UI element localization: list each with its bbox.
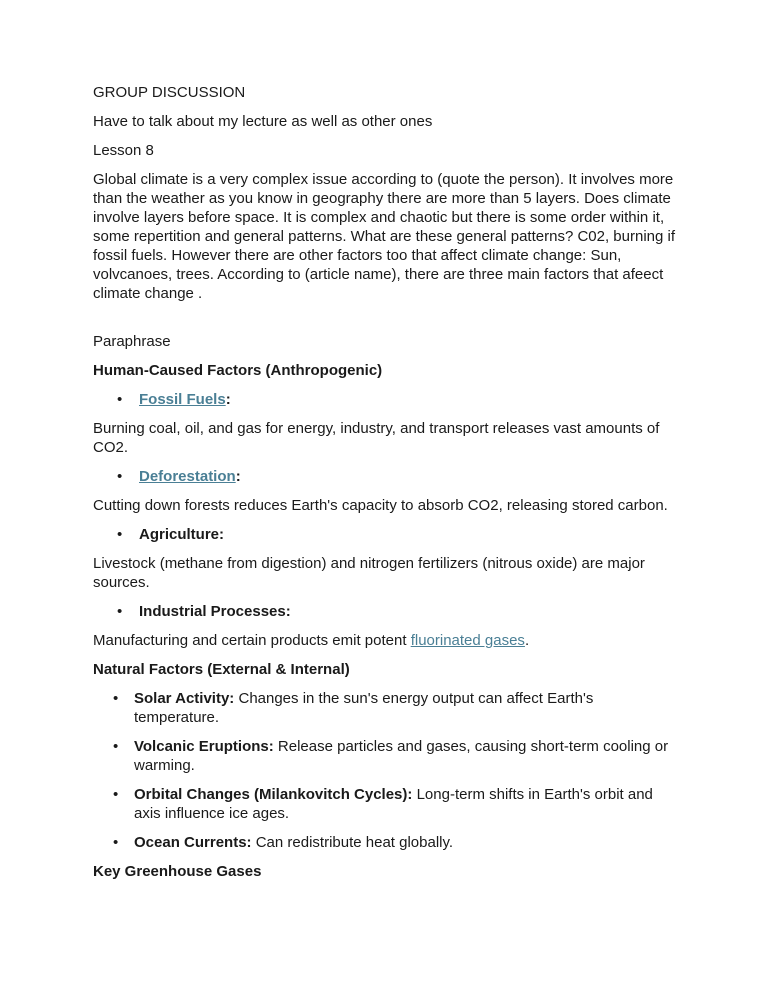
factor-industrial-processes: • Industrial Processes:: [93, 602, 678, 621]
fluorinated-gases-link[interactable]: fluorinated gases: [410, 632, 525, 649]
human-factor-list: [93, 525, 678, 544]
main-paragraph: Global climate is a very complex issue according to (quote the person). It involves more than the weather as you know in geography there are more than 5 layers. Does climate involve layers before space. It is complex and chaotic but there is some order within it, some repertition and general patterns. What are these general patterns? C02, burning if fossil fuels. However there are other factors too that affect climate change: Sun, volvcanoes, trees. According to (article name), there are three main factors that afeect climate change .: [93, 171, 676, 302]
human-factors-heading: Human-Caused Factors (Anthropogenic): [93, 362, 383, 379]
natural-factor-title: Volcanic Eruptions:: [134, 738, 274, 755]
natural-factor-desc: Release particles and gases, causing short-term cooling or warming.: [134, 738, 669, 774]
intro-line: Have to talk about my lecture as well as other ones: [93, 113, 433, 130]
natural-factors-heading: Natural Factors (External & Internal): [93, 661, 350, 678]
natural-factor-desc: Can redistribute heat globally.: [251, 834, 454, 851]
factor-agriculture: • Agriculture:: [93, 525, 678, 544]
natural-factor-item: [93, 785, 678, 823]
greenhouse-gases-heading: Key Greenhouse Gases: [93, 863, 262, 880]
fossil-fuels-link[interactable]: Fossil Fuels: [139, 391, 226, 408]
lesson-label: Lesson 8: [93, 142, 154, 159]
natural-factor-item: [93, 833, 678, 852]
natural-factor-list: [93, 689, 678, 852]
deforestation-link[interactable]: Deforestation: [139, 468, 236, 485]
natural-factor-title: Solar Activity:: [134, 690, 235, 707]
natural-factor-item: [93, 689, 678, 727]
fossil-fuels-description: Burning coal, oil, and gas for energy, industry, and transport releases vast amounts of CO2.: [93, 420, 660, 456]
natural-factor-desc: Changes in the sun's energy output can affect Earth's temperature.: [134, 690, 594, 726]
natural-factor-desc: Long-term shifts in Earth's orbit and axis influence ice ages.: [134, 786, 653, 822]
industrial-desc-suffix: .: [524, 632, 530, 649]
agriculture-description: Livestock (methane from digestion) and nitrogen fertilizers (nitrous oxide) are major sources.: [93, 555, 645, 591]
factor-deforestation: [93, 467, 678, 486]
factor-fossil-fuels: [93, 390, 678, 409]
human-factor-list: [93, 602, 678, 621]
natural-factor-item: [93, 737, 678, 775]
blank-line: [93, 313, 678, 332]
deforestation-description: Cutting down forests reduces Earth's capacity to absorb CO2, releasing stored carbon.: [93, 497, 668, 514]
deforestation-colon: :: [235, 468, 241, 485]
fossil-fuels-colon: :: [225, 391, 231, 408]
industrial-desc-prefix: Manufacturing and certain products emit potent: [93, 632, 411, 649]
paraphrase-label: Paraphrase: [93, 333, 171, 350]
title-line: GROUP DISCUSSION: [93, 84, 246, 101]
human-factor-list: [93, 390, 678, 409]
document-body: [93, 83, 678, 891]
natural-factor-title: Orbital Changes (Milankovitch Cycles):: [134, 786, 413, 803]
natural-factor-title: Ocean Currents:: [134, 834, 252, 851]
human-factor-list: [93, 467, 678, 486]
industrial-description: [93, 631, 678, 650]
